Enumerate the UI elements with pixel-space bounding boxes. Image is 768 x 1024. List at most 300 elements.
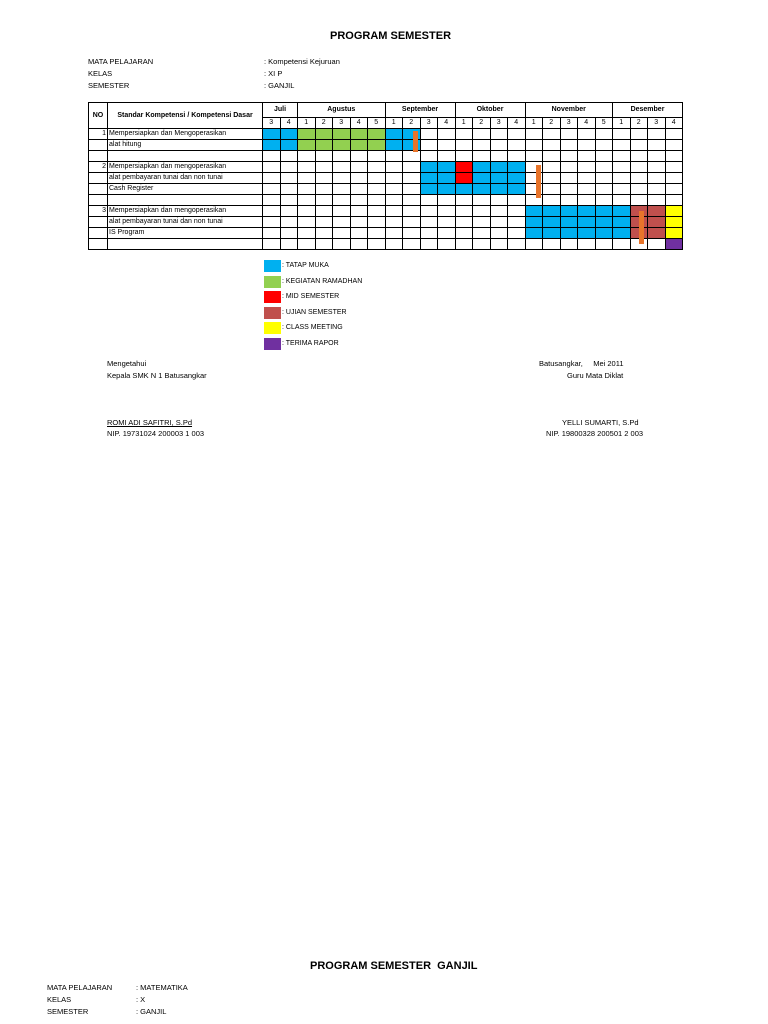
week-cell xyxy=(455,239,473,250)
week-cell xyxy=(508,195,526,206)
week-cell xyxy=(648,140,666,151)
week-cell xyxy=(280,239,298,250)
week-cell xyxy=(490,228,508,239)
week-cell xyxy=(490,162,508,173)
row-competency: alat pembayaran tunai dan non tunai xyxy=(108,217,263,228)
week-cell xyxy=(368,129,386,140)
week-cell xyxy=(473,206,491,217)
week-cell xyxy=(473,184,491,195)
week-cell xyxy=(455,228,473,239)
page2-meta-label-subject: MATA PELAJARAN xyxy=(47,983,113,992)
week-cell xyxy=(350,140,368,151)
week-cell xyxy=(385,206,403,217)
week-cell xyxy=(473,140,491,151)
week-cell xyxy=(350,173,368,184)
week-cell xyxy=(578,151,596,162)
table-row xyxy=(89,184,683,195)
week-cell xyxy=(333,217,351,228)
week-cell xyxy=(368,206,386,217)
week-cell xyxy=(595,162,613,173)
row-competency: Cash Register xyxy=(108,184,263,195)
week-cell xyxy=(613,140,631,151)
week-cell xyxy=(455,129,473,140)
week-cell xyxy=(613,129,631,140)
month-header: Agustus xyxy=(298,103,386,118)
week-header: 4 xyxy=(350,118,368,129)
week-cell xyxy=(543,217,561,228)
week-cell xyxy=(420,173,438,184)
week-cell xyxy=(385,239,403,250)
week-cell xyxy=(525,140,543,151)
week-cell xyxy=(350,239,368,250)
week-header: 1 xyxy=(298,118,316,129)
week-cell xyxy=(578,173,596,184)
table-row xyxy=(89,140,683,151)
page2-title: PROGRAM SEMESTER GANJIL xyxy=(310,960,478,972)
week-cell xyxy=(473,239,491,250)
week-cell xyxy=(403,151,421,162)
schedule-table xyxy=(88,102,683,250)
week-cell xyxy=(438,173,456,184)
week-cell xyxy=(543,239,561,250)
week-cell xyxy=(298,217,316,228)
week-cell xyxy=(543,206,561,217)
week-cell xyxy=(263,151,281,162)
week-header: 1 xyxy=(385,118,403,129)
week-cell xyxy=(368,195,386,206)
week-cell xyxy=(508,173,526,184)
week-cell xyxy=(490,239,508,250)
week-cell xyxy=(420,206,438,217)
week-cell xyxy=(350,129,368,140)
row-competency: alat pembayaran tunai dan non tunai xyxy=(108,173,263,184)
legend-swatch xyxy=(264,291,281,303)
week-cell xyxy=(648,228,666,239)
week-cell xyxy=(280,173,298,184)
week-cell xyxy=(350,162,368,173)
week-cell xyxy=(543,162,561,173)
week-cell xyxy=(420,184,438,195)
week-cell xyxy=(613,173,631,184)
week-cell xyxy=(578,162,596,173)
row-competency: Mempersiapkan dan mengoperasikan xyxy=(108,206,263,217)
row-number: 2 xyxy=(89,162,108,173)
week-cell xyxy=(280,195,298,206)
week-cell xyxy=(333,140,351,151)
week-cell xyxy=(315,195,333,206)
week-cell xyxy=(578,217,596,228)
week-cell xyxy=(578,140,596,151)
page-title: PROGRAM SEMESTER xyxy=(330,30,452,42)
week-cell xyxy=(385,129,403,140)
week-cell xyxy=(385,162,403,173)
week-cell xyxy=(368,228,386,239)
week-cell xyxy=(315,228,333,239)
table-row xyxy=(89,195,683,206)
week-cell xyxy=(473,173,491,184)
week-cell xyxy=(420,228,438,239)
week-cell xyxy=(455,151,473,162)
week-cell xyxy=(613,239,631,250)
page2-meta-value-subject: : MATEMATIKA xyxy=(136,983,188,992)
week-cell xyxy=(350,206,368,217)
week-cell xyxy=(263,228,281,239)
week-cell xyxy=(508,129,526,140)
week-cell xyxy=(438,129,456,140)
week-cell xyxy=(350,184,368,195)
legend-label: : MID SEMESTER xyxy=(282,293,340,300)
week-cell xyxy=(665,239,683,250)
table-row xyxy=(89,239,683,250)
week-cell xyxy=(578,129,596,140)
week-cell xyxy=(333,129,351,140)
week-cell xyxy=(490,195,508,206)
month-header: September xyxy=(385,103,455,118)
sig-right-nip: NIP. 19800328 200501 2 003 xyxy=(546,429,644,438)
week-cell xyxy=(508,140,526,151)
week-cell xyxy=(473,162,491,173)
page2-meta-label-class: KELAS xyxy=(47,995,72,1004)
week-cell xyxy=(508,184,526,195)
week-cell xyxy=(333,173,351,184)
week-cell xyxy=(350,228,368,239)
week-cell xyxy=(613,228,631,239)
week-cell xyxy=(298,140,316,151)
row-competency xyxy=(108,151,263,162)
week-cell xyxy=(420,162,438,173)
week-cell xyxy=(420,239,438,250)
week-cell xyxy=(490,151,508,162)
row-competency: IS Program xyxy=(108,228,263,239)
week-cell xyxy=(333,151,351,162)
week-cell xyxy=(298,239,316,250)
week-cell xyxy=(385,173,403,184)
week-cell xyxy=(665,173,683,184)
week-cell xyxy=(455,184,473,195)
week-cell xyxy=(350,195,368,206)
week-cell xyxy=(543,173,561,184)
week-cell xyxy=(560,195,578,206)
row-competency: Mempersiapkan dan Mengoperasikan xyxy=(108,129,263,140)
week-cell xyxy=(525,228,543,239)
month-header: Oktober xyxy=(455,103,525,118)
week-cell xyxy=(298,173,316,184)
table-row xyxy=(89,217,683,228)
week-cell xyxy=(368,151,386,162)
week-cell xyxy=(595,140,613,151)
row-number xyxy=(89,184,108,195)
week-cell xyxy=(665,228,683,239)
month-header-row xyxy=(89,103,683,118)
week-cell xyxy=(560,206,578,217)
week-cell xyxy=(263,173,281,184)
week-cell xyxy=(263,195,281,206)
table-row xyxy=(89,228,683,239)
week-header: 5 xyxy=(595,118,613,129)
row-competency: alat hitung xyxy=(108,140,263,151)
week-cell xyxy=(648,162,666,173)
legend-label: : KEGIATAN RAMADHAN xyxy=(282,277,363,285)
week-header: 3 xyxy=(648,118,666,129)
row-number xyxy=(89,228,108,239)
table-row xyxy=(89,151,683,162)
page2-meta-value-semester: : GANJIL xyxy=(136,1007,167,1016)
week-cell xyxy=(455,206,473,217)
week-header: 1 xyxy=(613,118,631,129)
page2-meta-value-class: : X xyxy=(136,995,146,1004)
week-cell xyxy=(263,239,281,250)
week-cell xyxy=(315,173,333,184)
week-cell xyxy=(315,140,333,151)
week-cell xyxy=(595,228,613,239)
week-cell xyxy=(578,239,596,250)
legend-swatch xyxy=(264,322,281,334)
week-cell xyxy=(263,129,281,140)
week-cell xyxy=(315,129,333,140)
week-cell xyxy=(438,228,456,239)
week-cell xyxy=(525,129,543,140)
week-cell xyxy=(403,228,421,239)
week-cell xyxy=(298,206,316,217)
week-cell xyxy=(578,195,596,206)
week-cell xyxy=(333,162,351,173)
week-header: 1 xyxy=(525,118,543,129)
week-cell xyxy=(350,217,368,228)
week-cell xyxy=(560,151,578,162)
week-cell xyxy=(263,184,281,195)
row-number xyxy=(89,173,108,184)
table-row xyxy=(89,206,683,217)
meta-value-class: : XI P xyxy=(264,69,283,78)
meta-label-semester: SEMESTER xyxy=(88,81,130,90)
week-cell xyxy=(280,206,298,217)
week-cell xyxy=(333,184,351,195)
meta-label-subject: MATA PELAJARAN xyxy=(88,57,154,66)
week-cell xyxy=(665,206,683,217)
week-cell xyxy=(630,151,648,162)
week-cell xyxy=(560,184,578,195)
week-cell xyxy=(490,140,508,151)
week-cell xyxy=(525,217,543,228)
week-cell xyxy=(315,239,333,250)
legend-label: : TERIMA RAPOR xyxy=(282,339,339,347)
week-cell xyxy=(315,151,333,162)
week-header: 2 xyxy=(473,118,491,129)
week-cell xyxy=(525,239,543,250)
week-cell xyxy=(543,184,561,195)
row-competency xyxy=(108,239,263,250)
week-cell xyxy=(455,173,473,184)
row-number: 3 xyxy=(89,206,108,217)
week-cell xyxy=(630,140,648,151)
week-cell xyxy=(648,195,666,206)
week-cell xyxy=(333,206,351,217)
week-cell xyxy=(648,217,666,228)
week-cell xyxy=(280,151,298,162)
week-cell xyxy=(560,228,578,239)
week-cell xyxy=(665,140,683,151)
week-cell xyxy=(438,239,456,250)
week-header: 2 xyxy=(630,118,648,129)
week-cell xyxy=(438,162,456,173)
week-cell xyxy=(665,184,683,195)
row-competency xyxy=(108,195,263,206)
week-cell xyxy=(438,140,456,151)
week-cell xyxy=(543,129,561,140)
week-cell xyxy=(508,228,526,239)
week-cell xyxy=(385,228,403,239)
week-cell xyxy=(403,195,421,206)
month-header: Desember xyxy=(613,103,683,118)
week-cell xyxy=(595,217,613,228)
week-cell xyxy=(648,151,666,162)
week-cell xyxy=(420,140,438,151)
week-cell xyxy=(298,195,316,206)
week-cell xyxy=(613,151,631,162)
week-header: 3 xyxy=(263,118,281,129)
week-header: 3 xyxy=(560,118,578,129)
week-cell xyxy=(420,129,438,140)
table-row xyxy=(89,162,683,173)
week-cell xyxy=(490,184,508,195)
week-cell xyxy=(298,184,316,195)
legend-swatch xyxy=(264,307,281,319)
week-cell xyxy=(315,206,333,217)
week-cell xyxy=(648,129,666,140)
week-cell xyxy=(490,129,508,140)
week-cell xyxy=(473,228,491,239)
month-header: November xyxy=(525,103,613,118)
week-cell xyxy=(368,173,386,184)
week-header: 3 xyxy=(333,118,351,129)
table-row xyxy=(89,173,683,184)
week-cell xyxy=(438,206,456,217)
sig-left-name: ROMI ADI SAFITRI, S.Pd xyxy=(107,418,193,427)
week-cell xyxy=(648,206,666,217)
week-cell xyxy=(438,184,456,195)
week-cell xyxy=(630,162,648,173)
week-cell xyxy=(595,151,613,162)
week-cell xyxy=(280,184,298,195)
week-cell xyxy=(665,217,683,228)
week-cell xyxy=(490,206,508,217)
week-cell xyxy=(368,217,386,228)
week-cell xyxy=(630,195,648,206)
week-cell xyxy=(333,195,351,206)
week-cell xyxy=(648,239,666,250)
week-cell xyxy=(438,217,456,228)
week-cell xyxy=(333,228,351,239)
week-header: 2 xyxy=(403,118,421,129)
week-header: 3 xyxy=(420,118,438,129)
week-cell xyxy=(578,228,596,239)
week-cell xyxy=(490,217,508,228)
week-cell xyxy=(263,206,281,217)
week-cell xyxy=(630,129,648,140)
week-cell xyxy=(298,228,316,239)
week-cell xyxy=(665,162,683,173)
sig-right-name: YELLI SUMARTI, S.Pd xyxy=(562,418,639,427)
week-cell xyxy=(560,173,578,184)
week-cell xyxy=(350,151,368,162)
legend-label: : CLASS MEETING xyxy=(282,324,343,331)
header-no: NO xyxy=(89,103,108,129)
week-cell xyxy=(613,184,631,195)
week-cell xyxy=(543,151,561,162)
week-cell xyxy=(595,206,613,217)
row-number xyxy=(89,217,108,228)
week-cell xyxy=(368,162,386,173)
week-cell xyxy=(420,151,438,162)
week-cell xyxy=(455,162,473,173)
week-cell xyxy=(543,228,561,239)
week-header: 1 xyxy=(455,118,473,129)
week-cell xyxy=(455,195,473,206)
week-cell xyxy=(298,151,316,162)
week-cell xyxy=(263,140,281,151)
week-cell xyxy=(560,162,578,173)
week-cell xyxy=(473,151,491,162)
week-cell xyxy=(438,195,456,206)
week-cell xyxy=(595,173,613,184)
week-cell xyxy=(385,195,403,206)
sig-left-nip: NIP. 19731024 200003 1 003 xyxy=(107,429,205,438)
week-cell xyxy=(368,184,386,195)
week-cell xyxy=(665,151,683,162)
week-cell xyxy=(385,151,403,162)
week-cell xyxy=(630,184,648,195)
week-cell xyxy=(403,206,421,217)
week-cell xyxy=(508,151,526,162)
row-number xyxy=(89,195,108,206)
week-cell xyxy=(613,162,631,173)
week-cell xyxy=(403,217,421,228)
meta-label-class: KELAS xyxy=(88,69,113,78)
week-cell xyxy=(473,195,491,206)
week-cell xyxy=(473,217,491,228)
week-cell xyxy=(648,184,666,195)
sig-left-line2: Kepala SMK N 1 Batusangkar xyxy=(107,371,207,380)
meta-value-subject: : Kompetensi Kejuruan xyxy=(264,57,340,66)
legend-label: : UJIAN SEMESTER xyxy=(282,308,347,316)
table-row xyxy=(89,129,683,140)
week-cell xyxy=(368,239,386,250)
header-competency: Standar Kompetensi / Kompetensi Dasar xyxy=(108,103,263,129)
week-cell xyxy=(508,239,526,250)
week-cell xyxy=(403,162,421,173)
week-cell xyxy=(438,151,456,162)
week-cell xyxy=(403,184,421,195)
marker-row1 xyxy=(413,131,418,152)
week-cell xyxy=(578,184,596,195)
week-cell xyxy=(595,195,613,206)
sig-left-line1: Mengetahui xyxy=(107,359,147,368)
row-number xyxy=(89,151,108,162)
week-cell xyxy=(613,217,631,228)
week-cell xyxy=(280,217,298,228)
week-header: 4 xyxy=(280,118,298,129)
week-cell xyxy=(420,217,438,228)
week-cell xyxy=(420,195,438,206)
marker-row2 xyxy=(536,165,541,198)
week-cell xyxy=(315,217,333,228)
week-cell xyxy=(525,206,543,217)
legend-label: : TATAP MUKA xyxy=(282,262,329,269)
week-cell xyxy=(560,239,578,250)
week-cell xyxy=(280,228,298,239)
week-cell xyxy=(280,129,298,140)
week-cell xyxy=(385,140,403,151)
